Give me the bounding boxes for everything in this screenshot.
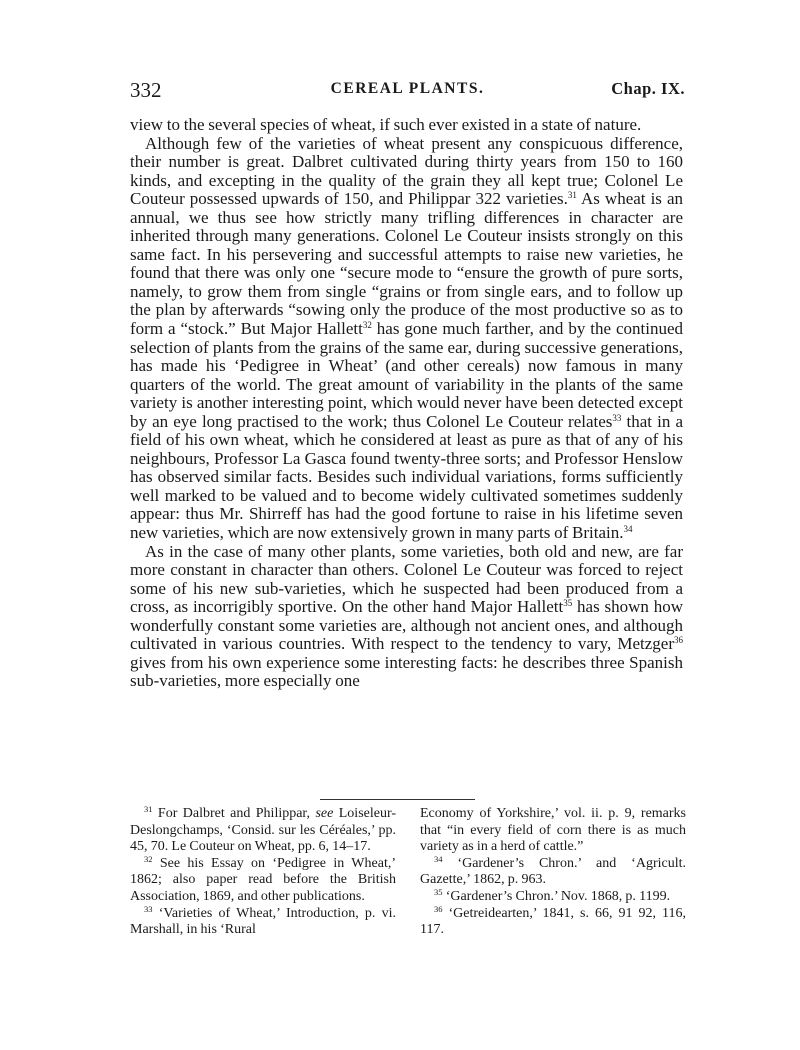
footnote-33-continued [420,806,686,856]
footnote-number: 32 [144,853,153,864]
footnotes-left-column [130,806,396,939]
footnote-34 [420,853,686,889]
paragraph-text: view to the several species of wheat, if such ever existed in a state of nature. [130,115,642,134]
footnote-text: Loiseleur-Deslongchamps, ‘Consid. sur les Céréales,’ pp. 45, 70. Le Couteur on Wheat, pp. 6, 14–17. [130,806,397,855]
paragraph-text: has gone much farther, and by the continued selection of plants from the grains of the same ear, during successive generations, has made his ‘Pedigree in Wheat’ (and other cereals) now famous in many quarters of the world. The great amount of variability in the plants of the same variety is another interesting point, which would never have been detected except by an eye long practised to the work; thus Colonel Le Couteur relates [130,319,683,431]
footnote-ref-32: 32 [362,320,372,331]
paragraph-text: has shown how wonderfully constant some varieties are, although not ancient ones, and although cultivated in various countries. With respect to the tendency to vary, Metzger [130,597,683,654]
footnote-35 [420,886,686,906]
footnote-text: See his Essay on ‘Pedigree in Wheat,’ 1862; also paper read before the British Association, 1869, and other publications. [130,855,396,904]
chapter-label: Chap. IX. [611,79,685,98]
paragraph-continuation [130,116,683,135]
footnote-number: 31 [144,804,153,814]
footnote-ref-36: 36 [674,635,683,646]
footnote-ref-33: 33 [612,412,622,423]
footnote-36 [420,903,686,939]
footnote-text: ‘Varieties of Wheat,’ Introduction, p. vi. Marshall, in his ‘Rural [130,905,396,938]
footnote-ref-31: 31 [567,190,577,201]
footnote-31 [130,806,396,856]
footnote-number: 33 [144,903,153,914]
paragraph-text: As wheat is an annual, we thus see how strictly many trifling differences in character are inherited through many generations. Colonel Le Couteur insists strongly on this same fact. In his persevering and successful attempts to raise new varieties, he found that there was only one “secure mode to “ensure the growth of pure sorts, namely, to grow them from single “grains or from single ears, and to follow up the plan by afterwards “sowing only the produce of the most productive so as to form a “stock.” But Major Hallett [130,189,683,339]
footnote-ref-35: 35 [563,598,573,609]
footnote-text: ‘Getreidearten,’ 1841, s. 66, 91 92, 116, 117. [420,905,686,938]
page-header [130,78,685,108]
footnote-text: Economy of Yorkshire,’ vol. ii. p. 9, remarks that “in every field of corn there is as much variety as in a herd of cattle.” [420,806,686,855]
footnote-number: 34 [434,853,443,864]
page-number: 332 [130,78,162,102]
footnote-number: 36 [434,903,443,914]
paragraph-text: gives from his own experience some interesting facts: he describes three Spanish sub-varieties, more especially one [130,652,683,691]
paragraph-constancy [130,543,683,691]
paragraph-text: Although few of the varieties of wheat present any conspicuous difference, their number is great. Dalbret cultivated during thirty years from 150 to 160 kinds, and excepting in the quality of the grain they all kept true; Colonel Le Couteur possessed upwards of 150, and Philippar 322 varieties. [130,133,683,209]
footnote-ref-34: 34 [623,524,633,535]
footnote-divider [320,799,475,800]
paragraph-text: that in a field of his own wheat, which he considered at least as pure as that of any of his neighbours, Professor La Gasca found twenty-three sorts; and Professor Henslow has observed similar facts. Besides such individual variations, forms sufficiently well marked to be valued and to become widely cultivated sometimes suddenly appear: thus Mr. Shirreff has had the good fortune to raise in his lifetime seven new varieties, which are now extensively grown in many parts of Britain. [130,411,683,543]
running-title: CEREAL PLANTS. [330,80,485,97]
footnote-text-italic: see [315,806,334,821]
footnote-32 [130,853,396,906]
footnote-33 [130,903,396,939]
footnotes-right-column [420,806,686,939]
footnote-text: For Dalbret and Philippar, [152,806,316,821]
main-text [130,116,683,691]
footnote-text: ‘Gardener’s Chron.’ Nov. 1868, p. 1199. [442,888,671,904]
footnotes [130,806,686,939]
footnote-text: ‘Gardener’s Chron.’ and ‘Agricult. Gazette,’ 1862, p. 963. [420,855,686,888]
footnote-number: 35 [434,886,443,897]
paragraph-wheat-varieties [130,135,683,543]
paragraph-text: As in the case of many other plants, some varieties, both old and new, are far more constant in character than others. Colonel Le Couteur was forced to reject some of his new sub-varieties, which he suspected had been produced from a cross, as incorrigibly sportive. On the other hand Major Hallett [130,541,683,617]
